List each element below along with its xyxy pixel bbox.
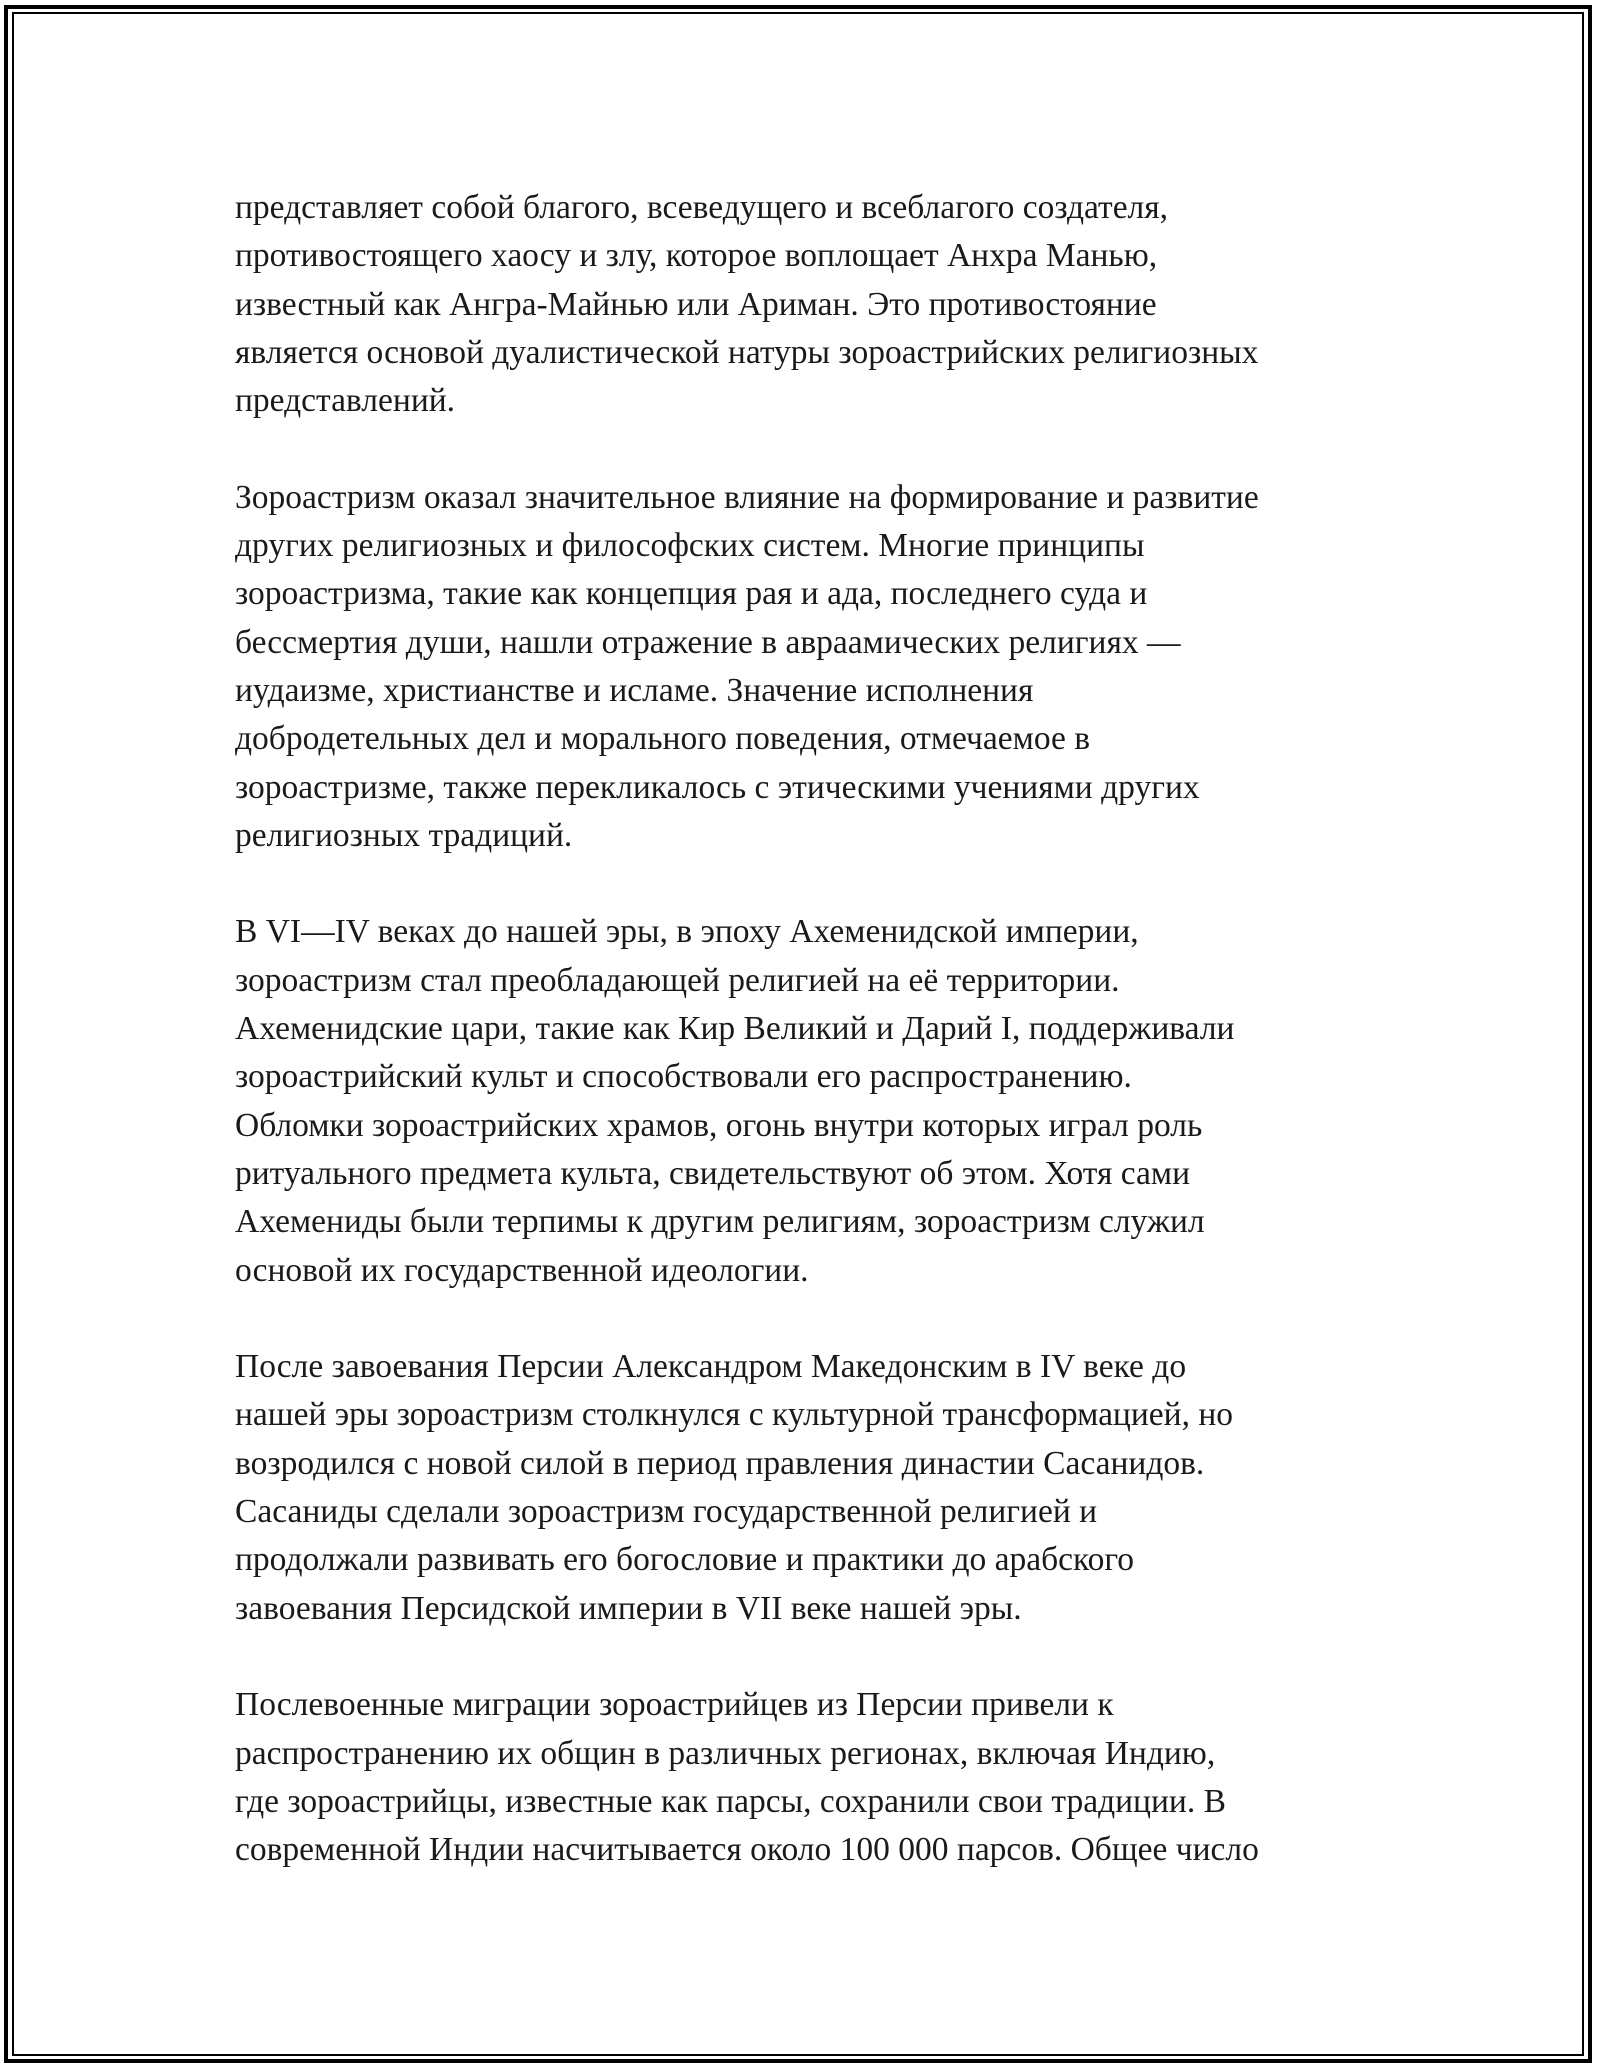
text-line: Ахемениды были терпимы к другим религиям, зороастризм служил xyxy=(235,1203,1205,1241)
paragraph-2 xyxy=(235,474,1375,860)
text-line: бессмертия души, нашли отражение в авраамических религиях — xyxy=(235,623,1181,661)
text-line: зороастризма, такие как концепция рая и ада, последнего суда и xyxy=(235,575,1148,613)
text-line: религиозных традиций. xyxy=(235,816,573,854)
text-line: Сасаниды сделали зороастризм государственной религией и xyxy=(235,1493,1098,1531)
text-line: зороастризме, также перекликалось с этическими учениями других xyxy=(235,768,1200,806)
text-line: современной Индии насчитывается около 100 000 парсов. Общее число xyxy=(235,1831,1259,1869)
text-line: основой их государственной идеологии. xyxy=(235,1251,809,1289)
text-line: ритуального предмета культа, свидетельствуют об этом. Хотя сами xyxy=(235,1154,1191,1192)
text-line: После завоевания Персии Александром Македонским в IV веке до xyxy=(235,1348,1187,1386)
text-line: зороастрийский культ и способствовали его распространению. xyxy=(235,1058,1132,1096)
text-line: представлений. xyxy=(235,382,456,420)
text-line: представляет собой благого, всеведущего и всеблагого создателя, xyxy=(235,189,1169,226)
paragraph-3 xyxy=(235,908,1375,1294)
paragraph-5 xyxy=(235,1681,1375,1874)
text-line: Зороастризм оказал значительное влияние на формирование и развитие xyxy=(235,478,1259,516)
text-line: других религиозных и философских систем. Многие принципы xyxy=(235,527,1145,565)
document-body xyxy=(235,184,1375,1923)
text-line: противостоящего хаосу и злу, которое воплощает Анхра Манью, xyxy=(235,237,1158,275)
text-line: является основой дуалистической натуры зороастрийских религиозных xyxy=(235,333,1259,371)
text-line: известный как Ангра-Майнью или Ариман. Это противостояние xyxy=(235,285,1157,323)
paragraph-4 xyxy=(235,1343,1375,1633)
text-line: нашей эры зороастризм столкнулся с культурной трансформацией, но xyxy=(235,1396,1234,1434)
text-line: возродился с новой силой в период правления династии Сасанидов. xyxy=(235,1444,1205,1482)
text-line: зороастризм стал преобладающей религией на её территории. xyxy=(235,961,1120,999)
text-line: где зороастрийцы, известные как парсы, сохранили свои традиции. В xyxy=(235,1782,1226,1820)
text-line: Ахеменидские цари, такие как Кир Великий и Дарий I, поддерживали xyxy=(235,1010,1235,1048)
text-line: распространению их общин в различных регионах, включая Индию, xyxy=(235,1734,1216,1772)
text-line: В VI—IV веках до нашей эры, в эпоху Ахеменидской империи, xyxy=(235,913,1139,951)
text-line: Обломки зороастрийских храмов, огонь внутри которых играл роль xyxy=(235,1106,1203,1144)
text-line: завоевания Персидской империи в VII веке нашей эры. xyxy=(235,1589,1022,1627)
text-line: добродетельных дел и морального поведения, отмечаемое в xyxy=(235,720,1091,758)
paragraph-1 xyxy=(235,184,1375,425)
text-line: Послевоенные миграции зороастрийцев из Персии привели к xyxy=(235,1686,1114,1724)
text-line: продолжали развивать его богословие и практики до арабского xyxy=(235,1541,1135,1579)
text-line: иудаизме, христианстве и исламе. Значение исполнения xyxy=(235,671,1034,709)
